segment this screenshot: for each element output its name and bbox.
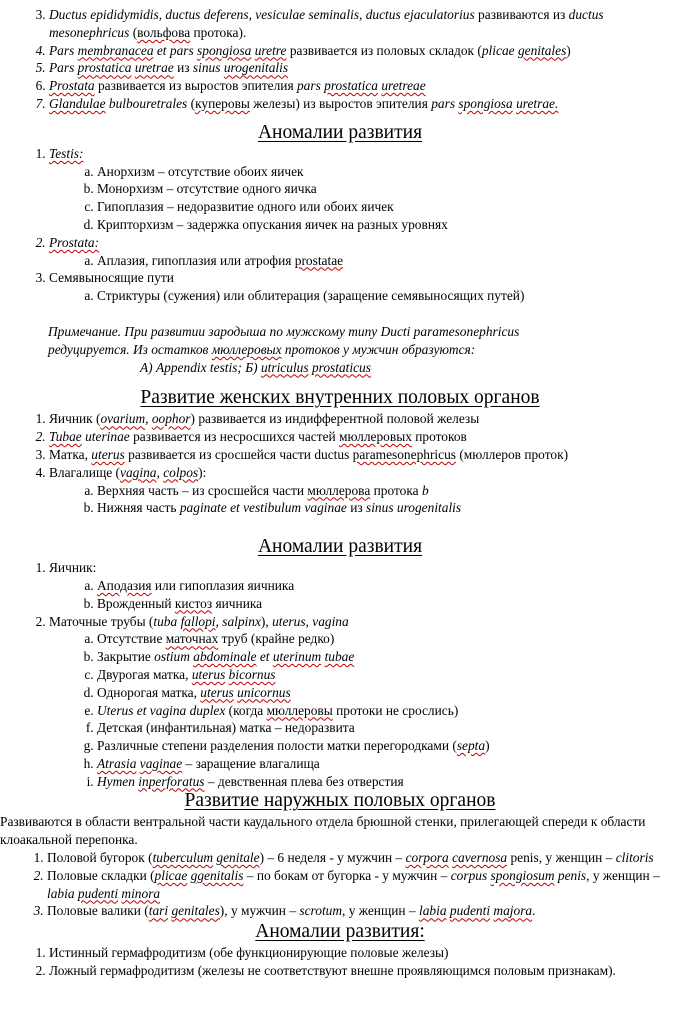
- list-item: a. Верхняя часть – из сросшейся части мюллерова протока b: [97, 482, 680, 500]
- list-item: a. Стриктуры (сужения) или облитерация (заращение семявыносящих путей): [97, 287, 680, 305]
- note-line: Примечание. При развитии зародыша по мужскому типу Ducti paramesonephricus: [48, 323, 520, 339]
- list-item: 4. Влагалище (vagina, colpos): a. Верхняя часть – из сросшейся части мюллерова протока b b. Нижняя часть paginate et vestibulum vaginae из sinus urogenitalis: [49, 464, 680, 517]
- list-item: 6. Prostata развивается из выростов эпителия pars prostatica uretreae: [49, 77, 680, 95]
- document-page: [0, 6, 680, 980]
- sublist: [49, 482, 680, 518]
- heading-external: Развитие наружных половых органов: [184, 790, 496, 812]
- list-item: i. Hymen inperforatus – девственная плева без отверстия: [97, 773, 680, 791]
- list-item: 7. Glandulae bulbouretrales (куперовы железы) из выростов эпителия pars spongiosa uretrae.: [49, 95, 680, 113]
- external-paragraph: Развиваются в области вентральной части каудального отдела брюшной стенки, прилегающей спереди к области клоакальной перепонка.: [0, 814, 646, 848]
- sublist: [49, 252, 680, 270]
- heading-anomalies-male: Аномалии развития: [257, 121, 423, 143]
- sublist: [49, 163, 680, 234]
- list-item: d. Однорогая матка, uterus unicornus: [97, 684, 680, 702]
- list-item: h. Atrasia vaginae – заращение влагалища: [97, 755, 680, 773]
- list-item: 1. Testis: a. Анорхизм – отсутствие обоих яичек b. Монорхизм – отсутствие одного яичка c. Гипоплазия – недоразвитие одного или обоих яичек d. Крипторхизм – задержка опускания яичек на разных уровнях: [49, 145, 680, 234]
- list-item: b. Нижняя часть paginate et vestibulum vaginae из sinus urogenitalis: [97, 499, 680, 517]
- list-item: b. Врожденный кистоз яичника: [97, 595, 680, 613]
- development-male-list: [0, 6, 680, 113]
- heading-female-internal: Развитие женских внутренних половых органов: [140, 387, 540, 409]
- list-item: 1. Яичник: a. Аподазия или гипоплазия яичника b. Врожденный кистоз яичника: [49, 559, 680, 612]
- list-item: 3. Ductus epididymidis, ductus deferens, vesiculae seminalis, ductus ejaculatorius развиваются из ductus mesonephricus (вольфова протока).: [49, 6, 680, 42]
- list-item: 2. Половые складки (plicae ggenitalis – по бокам от бугорка - у мужчин – corpus spongiosum penis, у женщин – labia pudenti minora: [47, 867, 680, 903]
- list-item: 2. Маточные трубы (tuba fallopi, salpinx), uterus, vagina a. Отсутствие маточнах труб (крайне редко) b. Закрытие ostium abdominale et uterinum tubae c. Двурогая матка, uterus bicornus d. Однорогая матка, uterus unicornus e. Uterus et vagina duplex (когда мюллеровы протоки не срослись) f. Детская (инфантильная) матка – недоразвита g. Различные степени разделения полости матки перегородками (septa) h. Atrasia vaginae – заращение влагалища i. Hymen inperforatus – девственная плева без отверстия: [49, 613, 680, 791]
- list-item: a. Отсутствие маточнах труб (крайне редко): [97, 630, 680, 648]
- list-item: a. Аплазия, гипоплазия или атрофия prostatae: [97, 252, 680, 270]
- list-item: 3. Половые валики (tari genitales), у мужчин – scrotum, у женщин – labia pudenti majora.: [47, 902, 680, 920]
- list-item: 3. Семявыносящие пути a. Стриктуры (сужения) или облитерация (заращение семявыносящих путей): [49, 269, 680, 305]
- anomalies-female-list: [0, 559, 680, 790]
- list-item: 4. Pars membranacea et pars spongiosa uretre развивается из половых складок (plicae genitales): [49, 42, 680, 60]
- anomalies-external-list: [0, 944, 680, 980]
- list-item: f. Детская (инфантильная) матка – недоразвита: [97, 719, 680, 737]
- list-item: 2. Ложный гермафродитизм (железы не соответствуют внешне проявляющимся половым признакам).: [49, 962, 680, 980]
- list-item: 1. Яичник (ovarium, oophor) развивается из индифферентной половой железы: [49, 410, 680, 428]
- list-item: b. Монорхизм – отсутствие одного яичка: [97, 180, 680, 198]
- list-item: c. Двурогая матка, uterus bicornus: [97, 666, 680, 684]
- list-item: c. Гипоплазия – недоразвитие одного или обоих яичек: [97, 198, 680, 216]
- female-internal-list: [0, 410, 680, 517]
- list-item: g. Различные степени разделения полости матки перегородками (septa): [97, 737, 680, 755]
- sublist: [49, 577, 680, 613]
- anomalies-male-list: [0, 145, 680, 305]
- list-item: a. Аподазия или гипоплазия яичника: [97, 577, 680, 595]
- external-list: [0, 849, 680, 920]
- list-item: 2. Prostata: a. Аплазия, гипоплазия или атрофия prostatae: [49, 234, 680, 270]
- list-item: 3. Матка, uterus развивается из сросшейся части ductus paramesonephricus (мюллеров проток): [49, 446, 680, 464]
- note-line: редуцируется. Из остатков мюллеровых протоков у мужчин образуются:: [48, 341, 476, 357]
- note-block: [0, 323, 680, 376]
- heading-anomalies-female: Аномалии развития: [257, 536, 423, 558]
- list-item: 1. Половой бугорок (tuberculum genitale) – 6 неделя - у мужчин – corpora cavernosa penis, у женщин – clitoris: [47, 849, 680, 867]
- heading-anomalies-external: Аномалии развития:: [255, 921, 425, 943]
- sublist: [49, 630, 680, 790]
- note-line: А) Appendix testis; Б) utriculus prostaticus: [140, 359, 371, 375]
- list-item: 5. Pars prostatica uretrae из sinus urogenitalis: [49, 59, 680, 77]
- sublist: [49, 287, 680, 305]
- list-item: 1. Истинный гермафродитизм (обе функционирующие половые железы): [49, 944, 680, 962]
- list-item: d. Крипторхизм – задержка опускания яичек на разных уровнях: [97, 216, 680, 234]
- list-item: a. Анорхизм – отсутствие обоих яичек: [97, 163, 680, 181]
- list-item: 2. Tubae uterinae развивается из несросшихся частей мюллеровых протоков: [49, 428, 680, 446]
- list-item: b. Закрытие ostium abdominale et uterinum tubae: [97, 648, 680, 666]
- list-item: e. Uterus et vagina duplex (когда мюллеровы протоки не срослись): [97, 702, 680, 720]
